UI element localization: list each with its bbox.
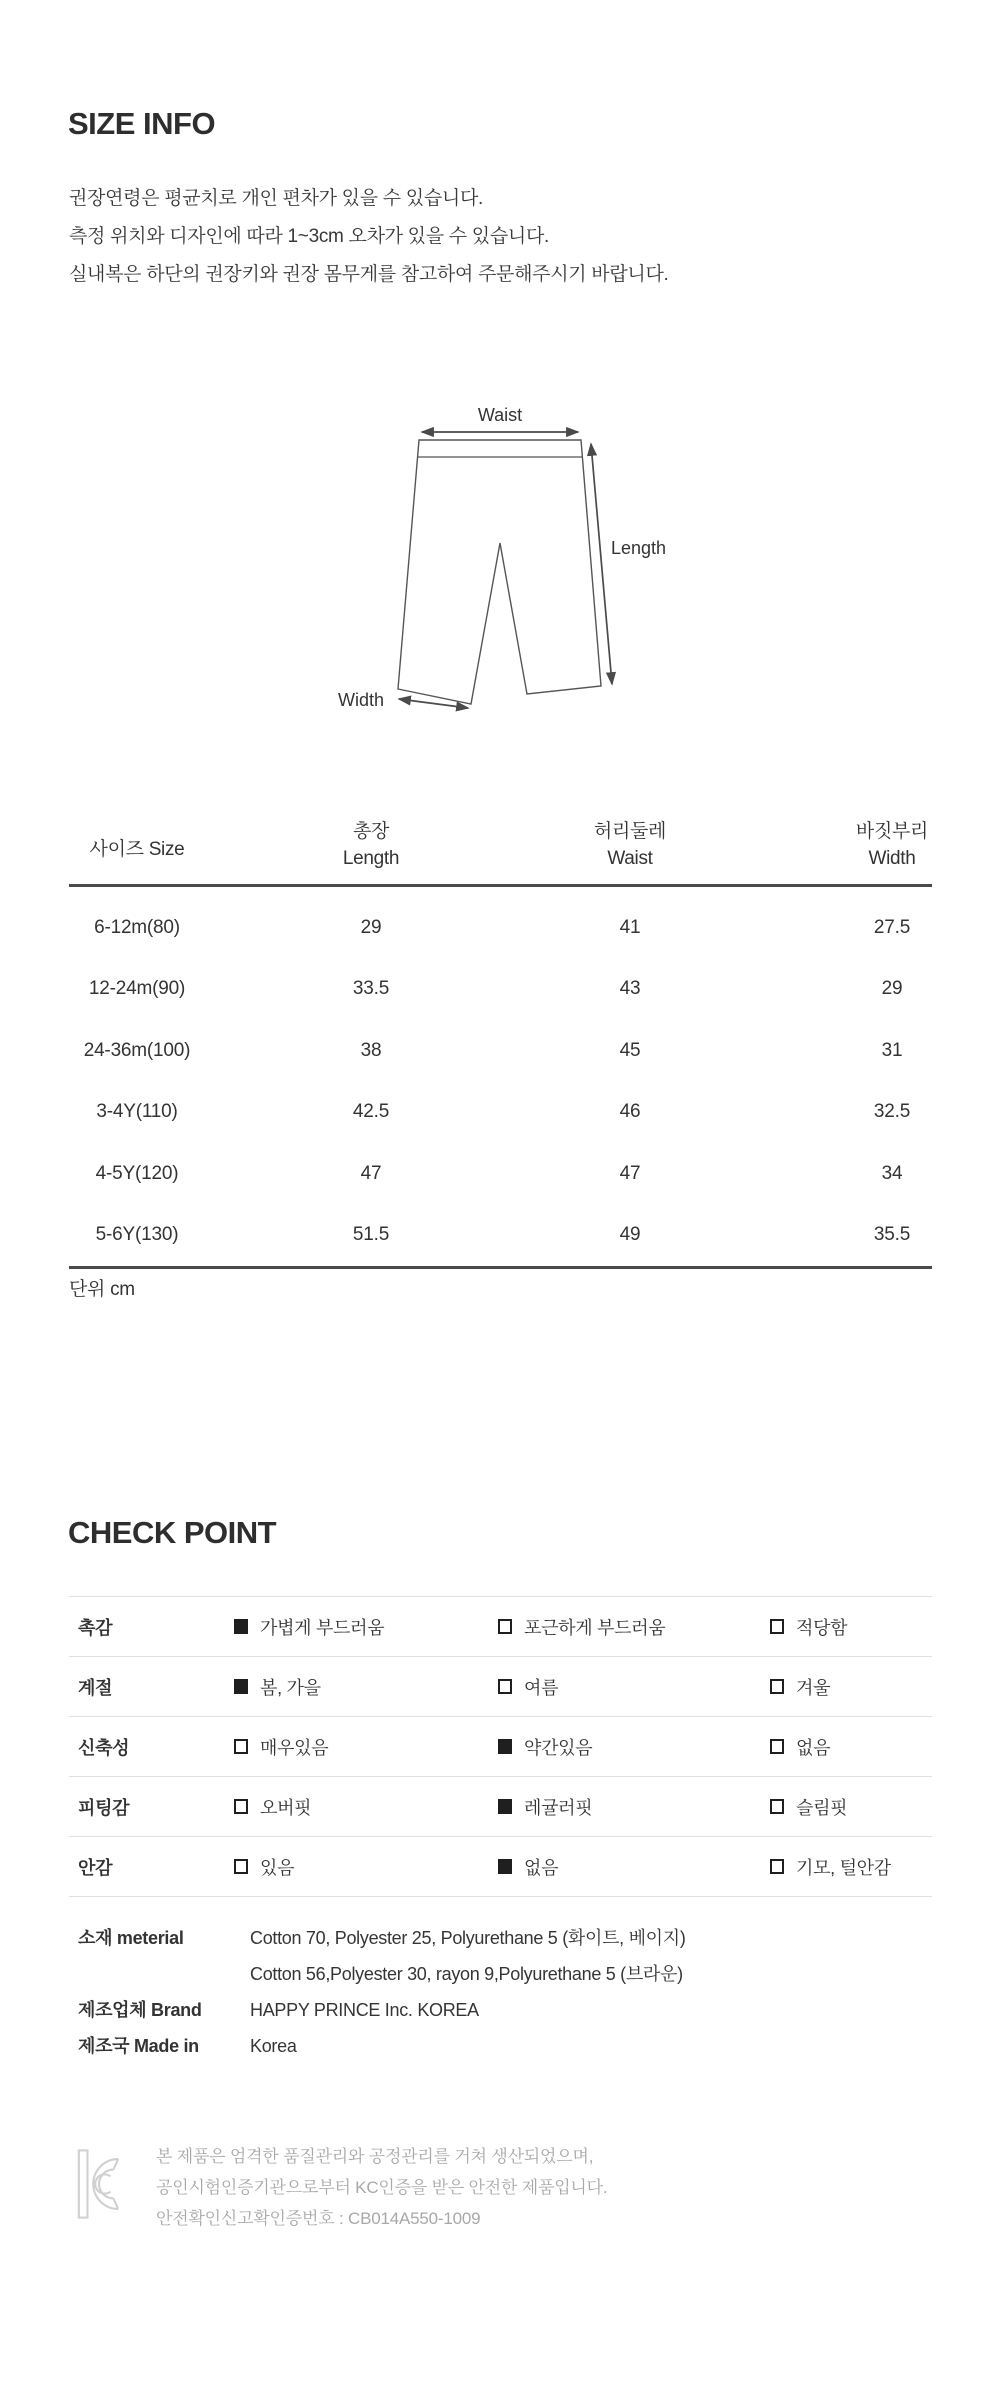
option-label: 겨울 [796, 1677, 831, 1698]
row-label: 피팅감 [78, 1797, 130, 1818]
option-label: 있음 [260, 1857, 295, 1878]
detail-value: Cotton 56,Polyester 30, rayon 9,Polyurethane 5 (브라운) [250, 1964, 683, 1984]
checkbox-icon [234, 1859, 248, 1874]
option [234, 1794, 498, 1820]
option-label: 레귤러핏 [524, 1797, 593, 1818]
detail-value: Korea [250, 2036, 297, 2056]
size-table-body [69, 887, 932, 1266]
check-point-title: CHECK POINT [68, 1514, 277, 1550]
checkbox-icon [234, 1619, 248, 1634]
kc-certification-notice [156, 2141, 607, 2234]
detail-row [69, 1920, 932, 1956]
cell-waist: 46 [619, 1101, 641, 1123]
option [770, 1734, 932, 1760]
option-label: 적당함 [796, 1617, 848, 1638]
checkbox-icon [498, 1679, 512, 1694]
table-row [69, 1143, 932, 1205]
checkbox-icon [770, 1739, 784, 1754]
table-row [69, 1020, 932, 1082]
unit-note: 단위 cm [69, 1279, 135, 1300]
product-details [69, 1920, 932, 2064]
table-row [69, 959, 932, 1021]
option [770, 1674, 932, 1700]
option [498, 1794, 770, 1820]
kc-certification-icon [75, 2146, 123, 2222]
cell-size: 6-12m(80) [94, 916, 180, 938]
checkbox-icon [234, 1799, 248, 1814]
row-label: 계절 [78, 1677, 113, 1698]
row-label: 안감 [78, 1857, 113, 1878]
length-arrow [591, 444, 612, 684]
size-table-header [69, 780, 932, 884]
checkbox-icon [234, 1739, 248, 1754]
option-label: 슬림핏 [796, 1797, 848, 1818]
detail-row [69, 1956, 932, 1992]
cell-width: 35.5 [873, 1224, 911, 1246]
check-point-row [69, 1657, 932, 1717]
option [770, 1794, 932, 1820]
checkbox-icon [498, 1799, 512, 1814]
table-rule-bottom [69, 1266, 932, 1269]
cell-waist: 41 [619, 916, 641, 938]
detail-value: HAPPY PRINCE Inc. KOREA [250, 2000, 479, 2020]
row-label: 신축성 [78, 1737, 130, 1758]
detail-label: 제조업체 Brand [78, 2000, 202, 2020]
header-width: 바짓부리 Width [855, 821, 929, 869]
size-guide-notes [69, 180, 669, 294]
shorts-measurement-diagram [295, 394, 705, 726]
option [234, 1614, 498, 1640]
cell-size: 4-5Y(120) [95, 1162, 179, 1184]
header-length: 총장 Length [342, 821, 400, 869]
cell-length: 51.5 [352, 1224, 390, 1246]
table-row [69, 1205, 932, 1267]
checkbox-icon [498, 1859, 512, 1874]
option [498, 1674, 770, 1700]
check-point-row [69, 1597, 932, 1657]
size-note-line: 측정 위치와 디자인에 따라 1~3cm 오차가 있을 수 있습니다. [69, 226, 550, 247]
option [770, 1854, 932, 1880]
option-label: 매우있음 [260, 1737, 329, 1758]
cell-length: 42.5 [352, 1101, 390, 1123]
checkbox-icon [770, 1859, 784, 1874]
cell-width: 31 [881, 1039, 903, 1061]
table-row [69, 897, 932, 959]
option [234, 1674, 498, 1700]
shorts-outline [398, 440, 601, 704]
kc-notice-line: 본 제품은 엄격한 품질관리와 공정관리를 거쳐 생산되었으며, [156, 2147, 594, 2166]
size-table [69, 780, 932, 1269]
row-label: 촉감 [78, 1617, 113, 1638]
option-label: 기모, 털안감 [796, 1857, 891, 1878]
size-note-line: 실내복은 하단의 권장키와 권장 몸무게를 참고하여 주문해주시기 바랍니다. [69, 264, 669, 285]
detail-label: 소재 meterial [78, 1928, 184, 1948]
cell-width: 29 [881, 978, 903, 1000]
kc-notice-line: 공인시험인증기관으로부터 KC인증을 받은 안전한 제품입니다. [156, 2178, 608, 2197]
cell-width: 34 [881, 1162, 903, 1184]
check-point-table [69, 1596, 932, 1897]
option-label: 없음 [524, 1857, 559, 1878]
cell-size: 24-36m(100) [83, 1039, 191, 1061]
length-label: Length [611, 538, 667, 558]
option [498, 1854, 770, 1880]
check-point-row [69, 1837, 932, 1897]
option-label: 약간있음 [524, 1737, 593, 1758]
option-label: 포근하게 부드러움 [524, 1617, 666, 1638]
cell-waist: 47 [619, 1162, 641, 1184]
option-label: 봄, 가을 [260, 1677, 321, 1698]
check-point-row [69, 1777, 932, 1837]
cell-waist: 49 [619, 1224, 641, 1246]
header-waist: 허리둘레 Waist [593, 821, 667, 869]
option [234, 1734, 498, 1760]
size-note-line: 권장연령은 평균치로 개인 편차가 있을 수 있습니다. [69, 188, 483, 209]
detail-row [69, 2028, 932, 2064]
check-point-row [69, 1717, 932, 1777]
cell-length: 38 [360, 1039, 382, 1061]
detail-value: Cotton 70, Polyester 25, Polyurethane 5 (화이트, 베이지) [250, 1928, 686, 1948]
checkbox-icon [498, 1619, 512, 1634]
width-label: Width [337, 690, 385, 710]
cell-width: 27.5 [873, 916, 911, 938]
cell-length: 29 [360, 916, 382, 938]
detail-label: 제조국 Made in [78, 2036, 199, 2056]
cell-width: 32.5 [873, 1101, 911, 1123]
kc-notice-line: 안전확인신고확인증번호 : CB014A550-1009 [156, 2209, 481, 2228]
checkbox-icon [770, 1679, 784, 1694]
cell-length: 47 [360, 1162, 382, 1184]
cell-size: 12-24m(90) [88, 978, 186, 1000]
checkbox-icon [770, 1619, 784, 1634]
cell-waist: 45 [619, 1039, 641, 1061]
option-label: 가볍게 부드러움 [260, 1617, 385, 1638]
option-label: 없음 [796, 1737, 831, 1758]
width-arrow [399, 699, 468, 708]
detail-label [69, 1956, 250, 1992]
checkbox-icon [234, 1679, 248, 1694]
cell-size: 3-4Y(110) [96, 1101, 178, 1123]
option-label: 여름 [524, 1677, 559, 1698]
cell-size: 5-6Y(130) [95, 1224, 179, 1246]
option [770, 1614, 932, 1640]
option-label: 오버핏 [260, 1797, 312, 1818]
checkbox-icon [498, 1739, 512, 1754]
header-size: 사이즈 Size [89, 839, 185, 860]
detail-row [69, 1992, 932, 2028]
waist-label: Waist [477, 405, 523, 425]
size-info-title: SIZE INFO [68, 105, 216, 141]
option [234, 1854, 498, 1880]
table-row [69, 1082, 932, 1144]
option [498, 1614, 770, 1640]
checkbox-icon [770, 1799, 784, 1814]
cell-waist: 43 [619, 978, 641, 1000]
cell-length: 33.5 [352, 978, 390, 1000]
option [498, 1734, 770, 1760]
